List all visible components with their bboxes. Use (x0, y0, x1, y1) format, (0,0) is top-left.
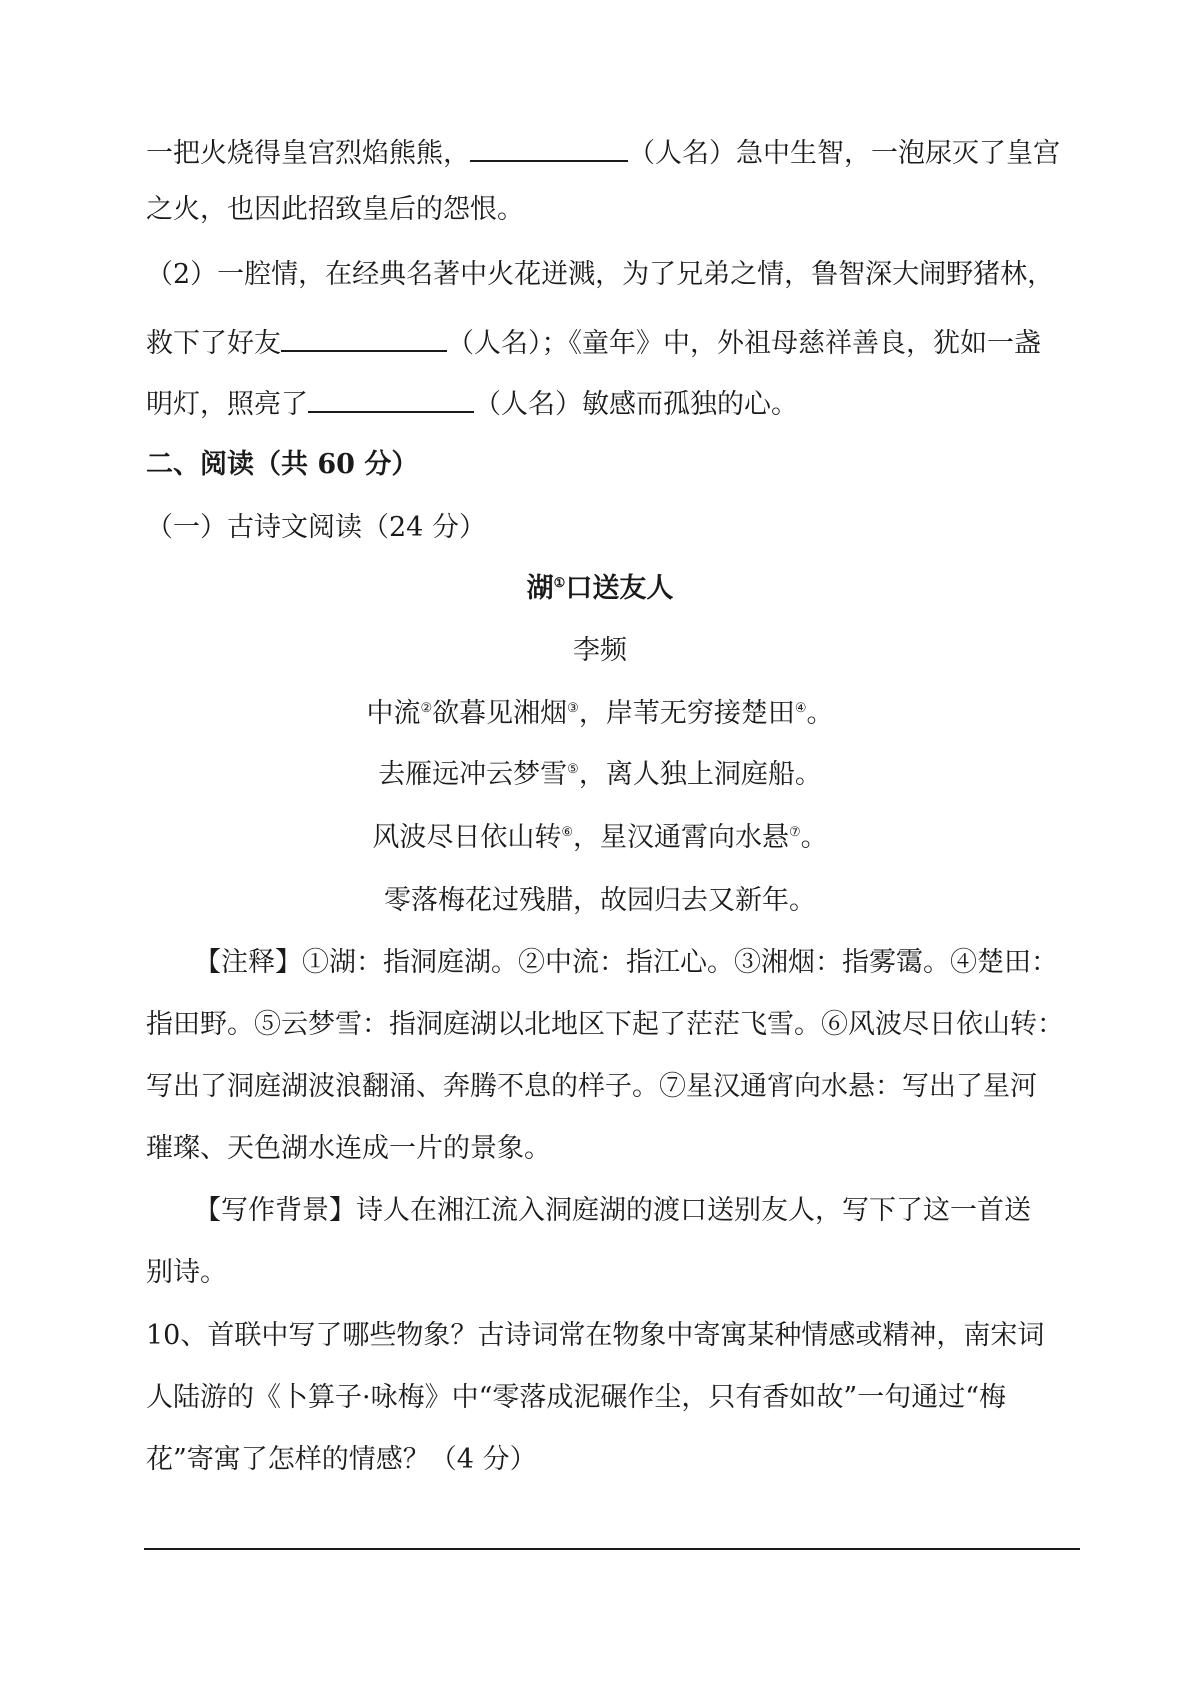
footnote-marker: ① (553, 576, 566, 591)
poem-line-3 (0, 824, 1200, 851)
fill-in-line-3: （2）一腔情，在经典名著中火花迸溅，为了兄弟之情，鲁智深大闹野猪林， (146, 259, 1055, 290)
poem-line-1 (0, 700, 1200, 727)
notes-line-1: 【注释】①湖：指洞庭湖。②中流：指江心。③湘烟：指雾霭。④楚田： (194, 947, 1058, 978)
footnote-marker: ② (420, 701, 433, 716)
answer-line[interactable] (144, 1548, 1080, 1550)
text-segment: 口送友人 (565, 573, 674, 604)
fill-in-line-4 (146, 324, 1041, 357)
answer-blank-2[interactable] (281, 324, 447, 352)
text-segment: 。 (800, 822, 828, 853)
poem-line-2 (0, 761, 1200, 788)
text-segment: （人名）急中生智，一泡尿灭了皇宫 (628, 138, 1060, 169)
text-segment: 欲暮见湘烟 (432, 698, 568, 729)
text-segment: 风波尽日依山转 (372, 822, 562, 853)
subsection-title: （一）古诗文阅读（24 分） (146, 512, 486, 543)
question-10-line-1: 10、首联中写了哪些物象？古诗词常在物象中寄寓某种情感或精神，南宋词 (146, 1320, 1045, 1351)
text-segment: （人名）敏感而孤独的心。 (474, 389, 798, 420)
poem-title (0, 575, 1200, 602)
notes-line-3: 写出了洞庭湖波浪翻涌、奔腾不息的样子。⑦星汉通宵向水悬：写出了星河 (146, 1071, 1037, 1102)
answer-blank-1[interactable] (470, 134, 628, 162)
text-segment: 中流 (366, 698, 421, 729)
footnote-marker: ③ (567, 701, 579, 716)
text-segment: 救下了好友 (146, 328, 281, 359)
fill-in-line-1 (146, 134, 1060, 167)
poem-author: 李频 (573, 635, 627, 666)
text-segment: 湖 (526, 573, 554, 604)
poem-line-4: 零落梅花过残腊，故园归去又新年。 (384, 885, 816, 916)
text-segment: （人名）；《童年》中，外祖母慈祥善良，犹如一盏 (447, 328, 1041, 359)
footnote-marker: ④ (794, 701, 807, 716)
text-segment: 一把火烧得皇宫烈焰熊熊， (146, 138, 470, 169)
answer-blank-3[interactable] (308, 385, 474, 413)
footnote-marker: ⑦ (789, 825, 801, 840)
question-10-line-2: 人陆游的《卜算子·咏梅》中“零落成泥碾作尘，只有香如故”一句通过“梅 (146, 1382, 1006, 1413)
notes-line-2: 指田野。⑤云梦雪：指洞庭湖以北地区下起了茫茫飞雪。⑥风波尽日依山转： (146, 1009, 1064, 1040)
notes-line-4: 璀璨、天色湖水连成一片的景象。 (146, 1133, 551, 1164)
text-segment: ，星汉通霄向水悬 (573, 822, 789, 853)
text-segment: 明灯，照亮了 (146, 389, 308, 420)
footnote-marker: ⑤ (567, 762, 579, 777)
fill-in-line-5 (146, 385, 798, 418)
question-10-line-3: 花”寄寓了怎样的情感？（4 分） (146, 1444, 537, 1475)
text-segment: ，离人独上洞庭船。 (578, 759, 822, 790)
background-line-1: 【写作背景】诗人在湘江流入洞庭湖的渡口送别友人，写下了这一首送 (194, 1195, 1031, 1226)
section-title: 二、阅读（共 60 分） (146, 449, 419, 480)
text-segment: ，岸苇无穷接楚田 (578, 698, 795, 729)
fill-in-line-2: 之火，也因此招致皇后的怨恨。 (146, 194, 524, 225)
text-segment: 去雁远冲云梦雪 (378, 759, 568, 790)
footnote-marker: ⑥ (561, 825, 573, 840)
background-line-2: 别诗。 (146, 1257, 227, 1288)
text-segment: 。 (806, 698, 834, 729)
